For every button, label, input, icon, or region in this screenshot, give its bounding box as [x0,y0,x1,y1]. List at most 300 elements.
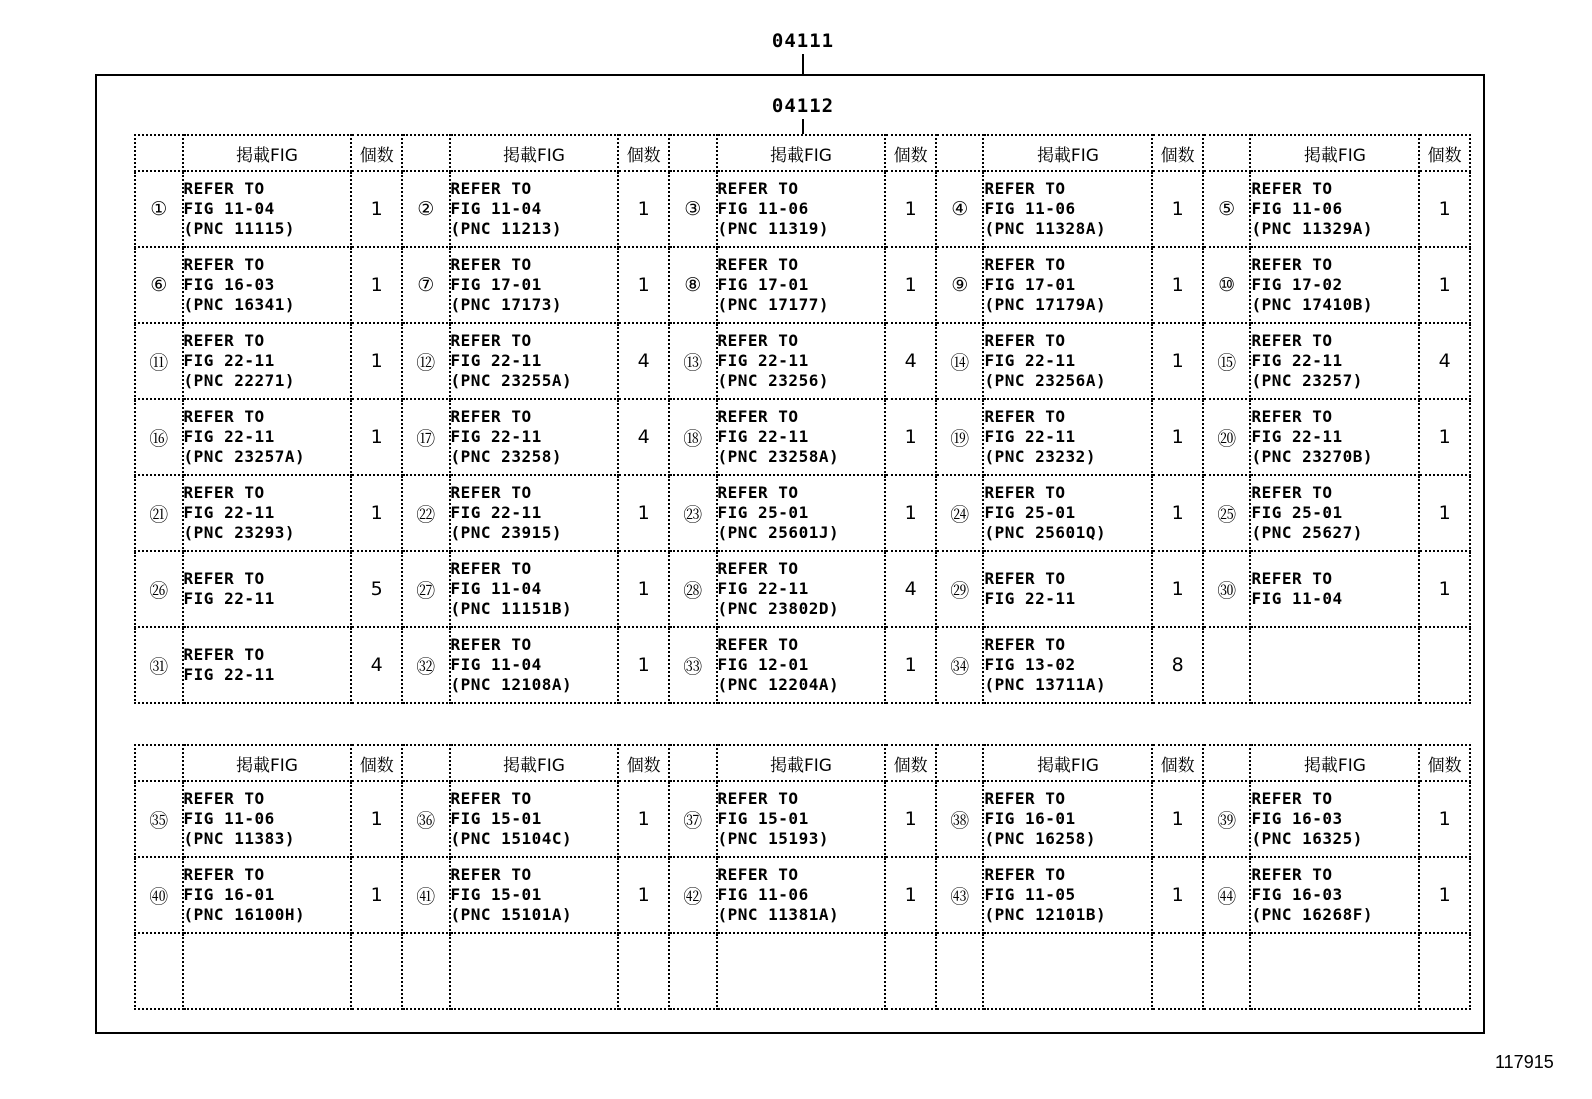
quantity: 1 [1152,475,1203,551]
item-number: ㊲ [669,781,717,857]
fig-reference [1250,933,1419,1009]
reference-line: (PNC 23915) [450,523,562,542]
reference-line: FIG 16-01 [984,809,1076,828]
fig-reference [717,171,886,247]
item-number: ㉘ [669,551,717,627]
quantity [351,933,402,1009]
quantity: 8 [1152,627,1203,703]
fig-reference [183,399,352,475]
reference-line: FIG 11-06 [717,199,809,218]
item-number [135,933,183,1009]
reference-line: (PNC 17177) [717,295,829,314]
header-qty: 個数 [1152,135,1203,171]
reference-line: REFER TO [450,331,532,350]
table-row [135,781,1470,857]
reference-line: FIG 22-11 [450,427,542,446]
reference-line: REFER TO [183,331,265,350]
item-number: ⑪ [135,323,183,399]
header-fig: 掲載FIG [183,135,352,171]
item-number: ⑧ [669,247,717,323]
item-number: ㉗ [402,551,450,627]
reference-line: (PNC 15104C) [450,829,573,848]
reference-line: REFER TO [1251,569,1333,588]
reference-line: REFER TO [717,865,799,884]
item-number: ㊱ [402,781,450,857]
reference-line: REFER TO [450,865,532,884]
quantity: 1 [351,857,402,933]
reference-line: (PNC 11383) [183,829,295,848]
quantity: 1 [885,171,936,247]
fig-reference [1250,781,1419,857]
quantity: 4 [885,323,936,399]
item-number [1203,627,1251,703]
header-fig: 掲載FIG [450,745,619,781]
quantity: 1 [1152,781,1203,857]
header-fig: 掲載FIG [1250,745,1419,781]
reference-line: (PNC 17410B) [1251,295,1374,314]
reference-line: FIG 22-11 [450,503,542,522]
fig-reference [983,247,1152,323]
table-row [135,399,1470,475]
reference-line: FIG 16-03 [1251,885,1343,904]
fig-reference [983,551,1152,627]
quantity: 1 [618,781,669,857]
header-qty: 個数 [351,135,402,171]
reference-line: FIG 22-11 [717,351,809,370]
item-number: ㉚ [1203,551,1251,627]
fig-reference [183,781,352,857]
reference-line: FIG 16-03 [1251,809,1343,828]
fig-reference [717,627,886,703]
item-number: ㊴ [1203,781,1251,857]
item-number: ⑩ [1203,247,1251,323]
reference-line: REFER TO [984,635,1066,654]
header-number-cell [1203,745,1251,781]
quantity: 4 [885,551,936,627]
reference-line: (PNC 23255A) [450,371,573,390]
reference-line: FIG 22-11 [183,351,275,370]
item-number: ⑥ [135,247,183,323]
quantity: 1 [618,475,669,551]
quantity: 4 [618,323,669,399]
reference-line: REFER TO [1251,407,1333,426]
fig-reference [183,933,352,1009]
reference-line: FIG 15-01 [450,885,542,904]
quantity: 1 [1152,323,1203,399]
item-number: ⑯ [135,399,183,475]
fig-reference [450,933,619,1009]
reference-line: FIG 22-11 [984,351,1076,370]
reference-line: (PNC 11319) [717,219,829,238]
item-number: ㉛ [135,627,183,703]
quantity: 1 [618,247,669,323]
reference-line: (PNC 23257) [1251,371,1363,390]
quantity: 1 [1419,475,1470,551]
header-number-cell [135,745,183,781]
header-qty: 個数 [885,745,936,781]
reference-line: REFER TO [183,865,265,884]
fig-reference [183,627,352,703]
quantity [618,933,669,1009]
reference-line: (PNC 16100H) [183,905,306,924]
header-number-cell [669,745,717,781]
quantity: 1 [1419,781,1470,857]
quantity: 1 [618,857,669,933]
reference-line: (PNC 11329A) [1251,219,1374,238]
reference-line: REFER TO [717,483,799,502]
header-number-cell [402,745,450,781]
reference-line: (PNC 23293) [183,523,295,542]
header-fig: 掲載FIG [450,135,619,171]
reference-line: (PNC 25601J) [717,523,840,542]
reference-line: REFER TO [450,255,532,274]
parts-table-1 [134,134,1471,704]
quantity: 1 [885,475,936,551]
reference-line: FIG 16-01 [183,885,275,904]
reference-line: (PNC 23802D) [717,599,840,618]
reference-line: (PNC 11213) [450,219,562,238]
item-number: ⑮ [1203,323,1251,399]
quantity: 1 [1152,171,1203,247]
item-number: ③ [669,171,717,247]
item-number: ⑬ [669,323,717,399]
reference-line: FIG 13-02 [984,655,1076,674]
item-number: ⑦ [402,247,450,323]
fig-reference [450,323,619,399]
reference-line: REFER TO [717,635,799,654]
fig-reference [717,323,886,399]
fig-reference [1250,171,1419,247]
reference-line: REFER TO [984,331,1066,350]
item-number: ⑨ [936,247,984,323]
fig-reference [717,399,886,475]
reference-line: REFER TO [984,789,1066,808]
reference-line: FIG 22-11 [1251,351,1343,370]
reference-line: REFER TO [717,179,799,198]
reference-line: REFER TO [183,645,265,664]
fig-reference [1250,627,1419,703]
reference-line: REFER TO [1251,789,1333,808]
reference-line: (PNC 16325) [1251,829,1363,848]
item-number: ⑤ [1203,171,1251,247]
reference-line: FIG 25-01 [717,503,809,522]
reference-line: REFER TO [984,255,1066,274]
quantity: 1 [351,171,402,247]
quantity: 1 [1419,247,1470,323]
fig-reference [183,551,352,627]
header-number-cell [1203,135,1251,171]
quantity: 1 [351,247,402,323]
item-number: ㉟ [135,781,183,857]
reference-line: (PNC 23258) [450,447,562,466]
fig-reference [450,857,619,933]
reference-line: FIG 17-02 [1251,275,1343,294]
reference-line: (PNC 25627) [1251,523,1363,542]
outer-leader-line [802,54,804,74]
reference-line: REFER TO [1251,483,1333,502]
reference-line: REFER TO [717,407,799,426]
header-row [135,135,1470,171]
table-row [135,933,1470,1009]
reference-line: (PNC 23232) [984,447,1096,466]
quantity: 4 [351,627,402,703]
reference-line: FIG 11-04 [450,655,542,674]
fig-reference [1250,857,1419,933]
reference-line: (PNC 23257A) [183,447,306,466]
reference-line: REFER TO [717,789,799,808]
reference-line: (PNC 11328A) [984,219,1107,238]
reference-line: REFER TO [450,559,532,578]
header-number-cell [669,135,717,171]
reference-line: FIG 22-11 [717,427,809,446]
reference-line: (PNC 23270B) [1251,447,1374,466]
item-number [669,933,717,1009]
reference-line: FIG 22-11 [984,589,1076,608]
fig-reference [983,857,1152,933]
quantity: 1 [885,857,936,933]
reference-line: REFER TO [984,569,1066,588]
fig-reference [183,247,352,323]
fig-reference [1250,551,1419,627]
quantity: 1 [885,247,936,323]
header-qty: 個数 [618,745,669,781]
quantity: 1 [1419,857,1470,933]
fig-reference [983,323,1152,399]
item-number: ㉞ [936,627,984,703]
header-qty: 個数 [885,135,936,171]
reference-line: FIG 16-03 [183,275,275,294]
item-number [402,933,450,1009]
header-number-cell [936,745,984,781]
fig-reference [450,781,619,857]
reference-line: FIG 11-04 [450,199,542,218]
reference-line: (PNC 16268F) [1251,905,1374,924]
quantity: 1 [618,551,669,627]
reference-line: (PNC 23256A) [984,371,1107,390]
reference-line: FIG 17-01 [717,275,809,294]
quantity: 1 [885,781,936,857]
reference-line: FIG 22-11 [183,589,275,608]
reference-line: (PNC 16341) [183,295,295,314]
item-number: ㊳ [936,781,984,857]
header-qty: 個数 [1152,745,1203,781]
item-number: ㊸ [936,857,984,933]
item-number: ⑰ [402,399,450,475]
fig-reference [717,857,886,933]
fig-reference [1250,475,1419,551]
reference-line: REFER TO [717,559,799,578]
quantity: 1 [1152,247,1203,323]
fig-reference [983,781,1152,857]
fig-reference [450,551,619,627]
reference-line: FIG 17-01 [450,275,542,294]
quantity: 1 [618,171,669,247]
reference-line: (PNC 16258) [984,829,1096,848]
quantity: 4 [1419,323,1470,399]
fig-reference [183,171,352,247]
header-qty: 個数 [351,745,402,781]
item-number: ⑭ [936,323,984,399]
fig-reference [450,627,619,703]
reference-line: (PNC 15101A) [450,905,573,924]
fig-reference [983,399,1152,475]
reference-line: REFER TO [984,407,1066,426]
quantity [1419,627,1470,703]
reference-line: (PNC 11115) [183,219,295,238]
quantity [1419,933,1470,1009]
table-row [135,475,1470,551]
quantity: 5 [351,551,402,627]
quantity: 1 [351,323,402,399]
quantity: 1 [351,399,402,475]
reference-line: REFER TO [1251,255,1333,274]
item-number: ⑫ [402,323,450,399]
reference-line: (PNC 12101B) [984,905,1107,924]
header-qty: 個数 [1419,745,1470,781]
fig-reference [1250,247,1419,323]
reference-line: (PNC 12108A) [450,675,573,694]
table-row [135,323,1470,399]
reference-line: REFER TO [450,179,532,198]
table-row [135,627,1470,703]
illustration-number: 117915 [1495,1052,1554,1072]
header-fig: 掲載FIG [1250,135,1419,171]
reference-line: FIG 15-01 [450,809,542,828]
reference-line: REFER TO [717,255,799,274]
quantity: 1 [351,781,402,857]
reference-line: (PNC 13711A) [984,675,1107,694]
reference-line: (PNC 17179A) [984,295,1107,314]
item-number: ㊵ [135,857,183,933]
reference-line: (PNC 23256) [717,371,829,390]
item-number: ㉕ [1203,475,1251,551]
fig-reference [717,475,886,551]
header-number-cell [135,135,183,171]
header-qty: 個数 [1419,135,1470,171]
reference-line: FIG 22-11 [183,427,275,446]
reference-line: FIG 11-06 [183,809,275,828]
quantity: 1 [1419,399,1470,475]
item-number: ④ [936,171,984,247]
fig-reference [450,475,619,551]
item-number [1203,933,1251,1009]
reference-line: FIG 11-06 [984,199,1076,218]
item-number: ⑲ [936,399,984,475]
reference-line: FIG 22-11 [183,503,275,522]
fig-reference [450,247,619,323]
parts-table-2 [134,744,1471,1010]
fig-reference [983,171,1152,247]
header-row [135,745,1470,781]
header-fig: 掲載FIG [717,745,886,781]
quantity: 1 [885,399,936,475]
fig-reference [1250,399,1419,475]
reference-line: (PNC 17173) [450,295,562,314]
outer-assembly-label: 04111 [771,30,835,52]
item-number: ㉙ [936,551,984,627]
item-number [936,933,984,1009]
fig-reference [717,933,886,1009]
reference-line: REFER TO [1251,179,1333,198]
header-fig: 掲載FIG [983,135,1152,171]
reference-line: REFER TO [450,635,532,654]
reference-line: REFER TO [183,483,265,502]
quantity: 4 [618,399,669,475]
header-qty: 個数 [618,135,669,171]
reference-line: FIG 22-11 [450,351,542,370]
reference-line: FIG 15-01 [717,809,809,828]
quantity: 1 [351,475,402,551]
item-number: ① [135,171,183,247]
quantity: 1 [1152,399,1203,475]
reference-line: REFER TO [183,569,265,588]
reference-line: (PNC 12204A) [717,675,840,694]
reference-line: FIG 11-05 [984,885,1076,904]
header-fig: 掲載FIG [983,745,1152,781]
reference-line: FIG 11-04 [450,579,542,598]
reference-line: FIG 25-01 [1251,503,1343,522]
fig-reference [183,323,352,399]
reference-line: REFER TO [450,789,532,808]
reference-line: REFER TO [183,179,265,198]
reference-line: REFER TO [1251,865,1333,884]
fig-reference [450,399,619,475]
table-row [135,247,1470,323]
item-number: ㊹ [1203,857,1251,933]
reference-line: FIG 22-11 [1251,427,1343,446]
reference-line: REFER TO [183,255,265,274]
quantity: 1 [618,627,669,703]
quantity: 1 [1419,171,1470,247]
item-number: ㉔ [936,475,984,551]
quantity: 1 [1419,551,1470,627]
item-number: ㉖ [135,551,183,627]
quantity: 1 [885,627,936,703]
reference-line: FIG 22-11 [984,427,1076,446]
reference-line: REFER TO [1251,331,1333,350]
fig-reference [983,627,1152,703]
fig-reference [717,247,886,323]
reference-line: REFER TO [450,483,532,502]
reference-line: (PNC 11381A) [717,905,840,924]
fig-reference [983,475,1152,551]
inner-leader-line [802,119,804,134]
quantity [1152,933,1203,1009]
quantity [885,933,936,1009]
reference-line: (PNC 25601Q) [984,523,1107,542]
reference-line: (PNC 11151B) [450,599,573,618]
item-number: ㉝ [669,627,717,703]
item-number: ㉜ [402,627,450,703]
fig-reference [717,781,886,857]
reference-line: REFER TO [450,407,532,426]
reference-line: REFER TO [984,179,1066,198]
fig-reference [183,857,352,933]
quantity: 1 [1152,857,1203,933]
reference-line: FIG 22-11 [183,665,275,684]
fig-reference [717,551,886,627]
fig-reference [983,933,1152,1009]
fig-reference [183,475,352,551]
reference-line: FIG 11-06 [1251,199,1343,218]
reference-line: REFER TO [183,407,265,426]
item-number: ㊷ [669,857,717,933]
quantity: 1 [1152,551,1203,627]
reference-line: FIG 11-06 [717,885,809,904]
reference-line: REFER TO [717,331,799,350]
item-number: ② [402,171,450,247]
table-row [135,857,1470,933]
